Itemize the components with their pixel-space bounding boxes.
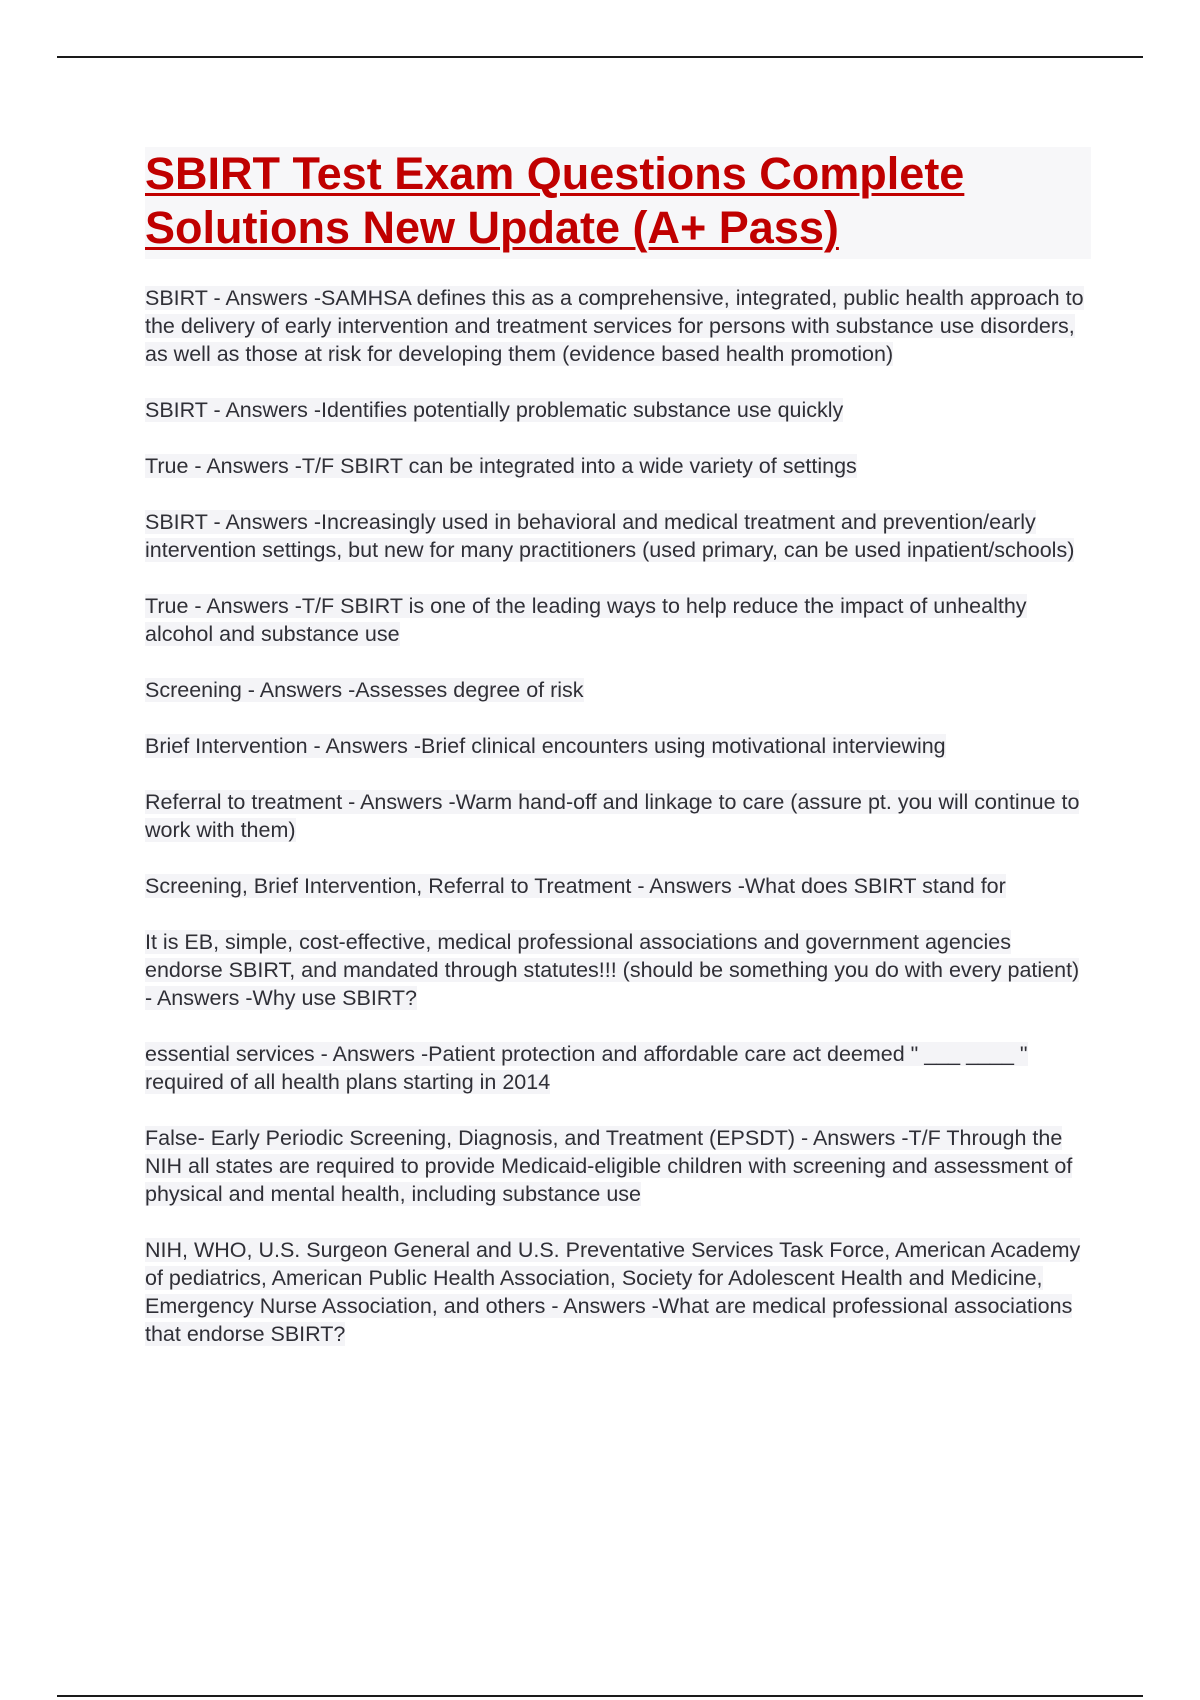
qa-text: SBIRT - Answers -Increasingly used in behavioral and medical treatment and prevention/early intervention settings, but new for many practitioners (used primary, can be used inpatient/schools)	[145, 510, 1075, 562]
qa-text: Screening - Answers -Assesses degree of risk	[145, 678, 584, 702]
qa-item	[145, 676, 1091, 704]
qa-text: Referral to treatment - Answers -Warm hand-off and linkage to care (assure pt. you will continue to work with them)	[145, 790, 1080, 842]
qa-item	[145, 592, 1091, 648]
qa-text: It is EB, simple, cost-effective, medical professional associations and government agencies endorse SBIRT, and mandated through statutes!!! (should be something you do with every patient) - Answers -Why use SBIRT?	[145, 930, 1080, 1010]
qa-item	[145, 284, 1091, 368]
qa-text: Screening, Brief Intervention, Referral to Treatment - Answers -What does SBIRT stand for	[145, 874, 1006, 898]
qa-item	[145, 732, 1091, 760]
qa-item	[145, 452, 1091, 480]
qa-text: NIH, WHO, U.S. Surgeon General and U.S. Preventative Services Task Force, American Academy of pediatrics, American Public Health Association, Society for Adolescent Health and Medicine, Emergency Nurse Association, and others - Answers -What are medical professional associations that endorse SBIRT?	[145, 1238, 1081, 1346]
bottom-divider	[57, 1695, 1143, 1697]
qa-text: True - Answers -T/F SBIRT can be integrated into a wide variety of settings	[145, 454, 857, 478]
qa-text: False- Early Periodic Screening, Diagnosis, and Treatment (EPSDT) - Answers -T/F Through the NIH all states are required to provide Medicaid-eligible children with screening and assessment of physical and mental health, including substance use	[145, 1126, 1073, 1206]
qa-item	[145, 396, 1091, 424]
qa-item	[145, 1124, 1091, 1208]
qa-item	[145, 928, 1091, 1012]
qa-text: SBIRT - Answers -SAMHSA defines this as a comprehensive, integrated, public health approach to the delivery of early intervention and treatment services for persons with substance use disorders, as well as those at risk for developing them (evidence based health promotion)	[145, 286, 1084, 366]
qa-item	[145, 1236, 1091, 1348]
qa-text: SBIRT - Answers -Identifies potentially problematic substance use quickly	[145, 398, 844, 422]
qa-item	[145, 788, 1091, 844]
qa-text: Brief Intervention - Answers -Brief clinical encounters using motivational interviewing	[145, 734, 946, 758]
qa-item	[145, 1040, 1091, 1096]
qa-text: True - Answers -T/F SBIRT is one of the leading ways to help reduce the impact of unhealthy alcohol and substance use	[145, 594, 1027, 646]
top-divider	[57, 56, 1143, 58]
qa-item	[145, 508, 1091, 564]
document-title: SBIRT Test Exam Questions Complete Solutions New Update (A+ Pass)	[145, 148, 965, 253]
title-block	[145, 147, 1091, 259]
qa-list	[145, 284, 1091, 1376]
qa-text: essential services - Answers -Patient protection and affordable care act deemed " ___ ____ " required of all health plans starting in 2014	[145, 1042, 1028, 1094]
qa-item	[145, 872, 1091, 900]
